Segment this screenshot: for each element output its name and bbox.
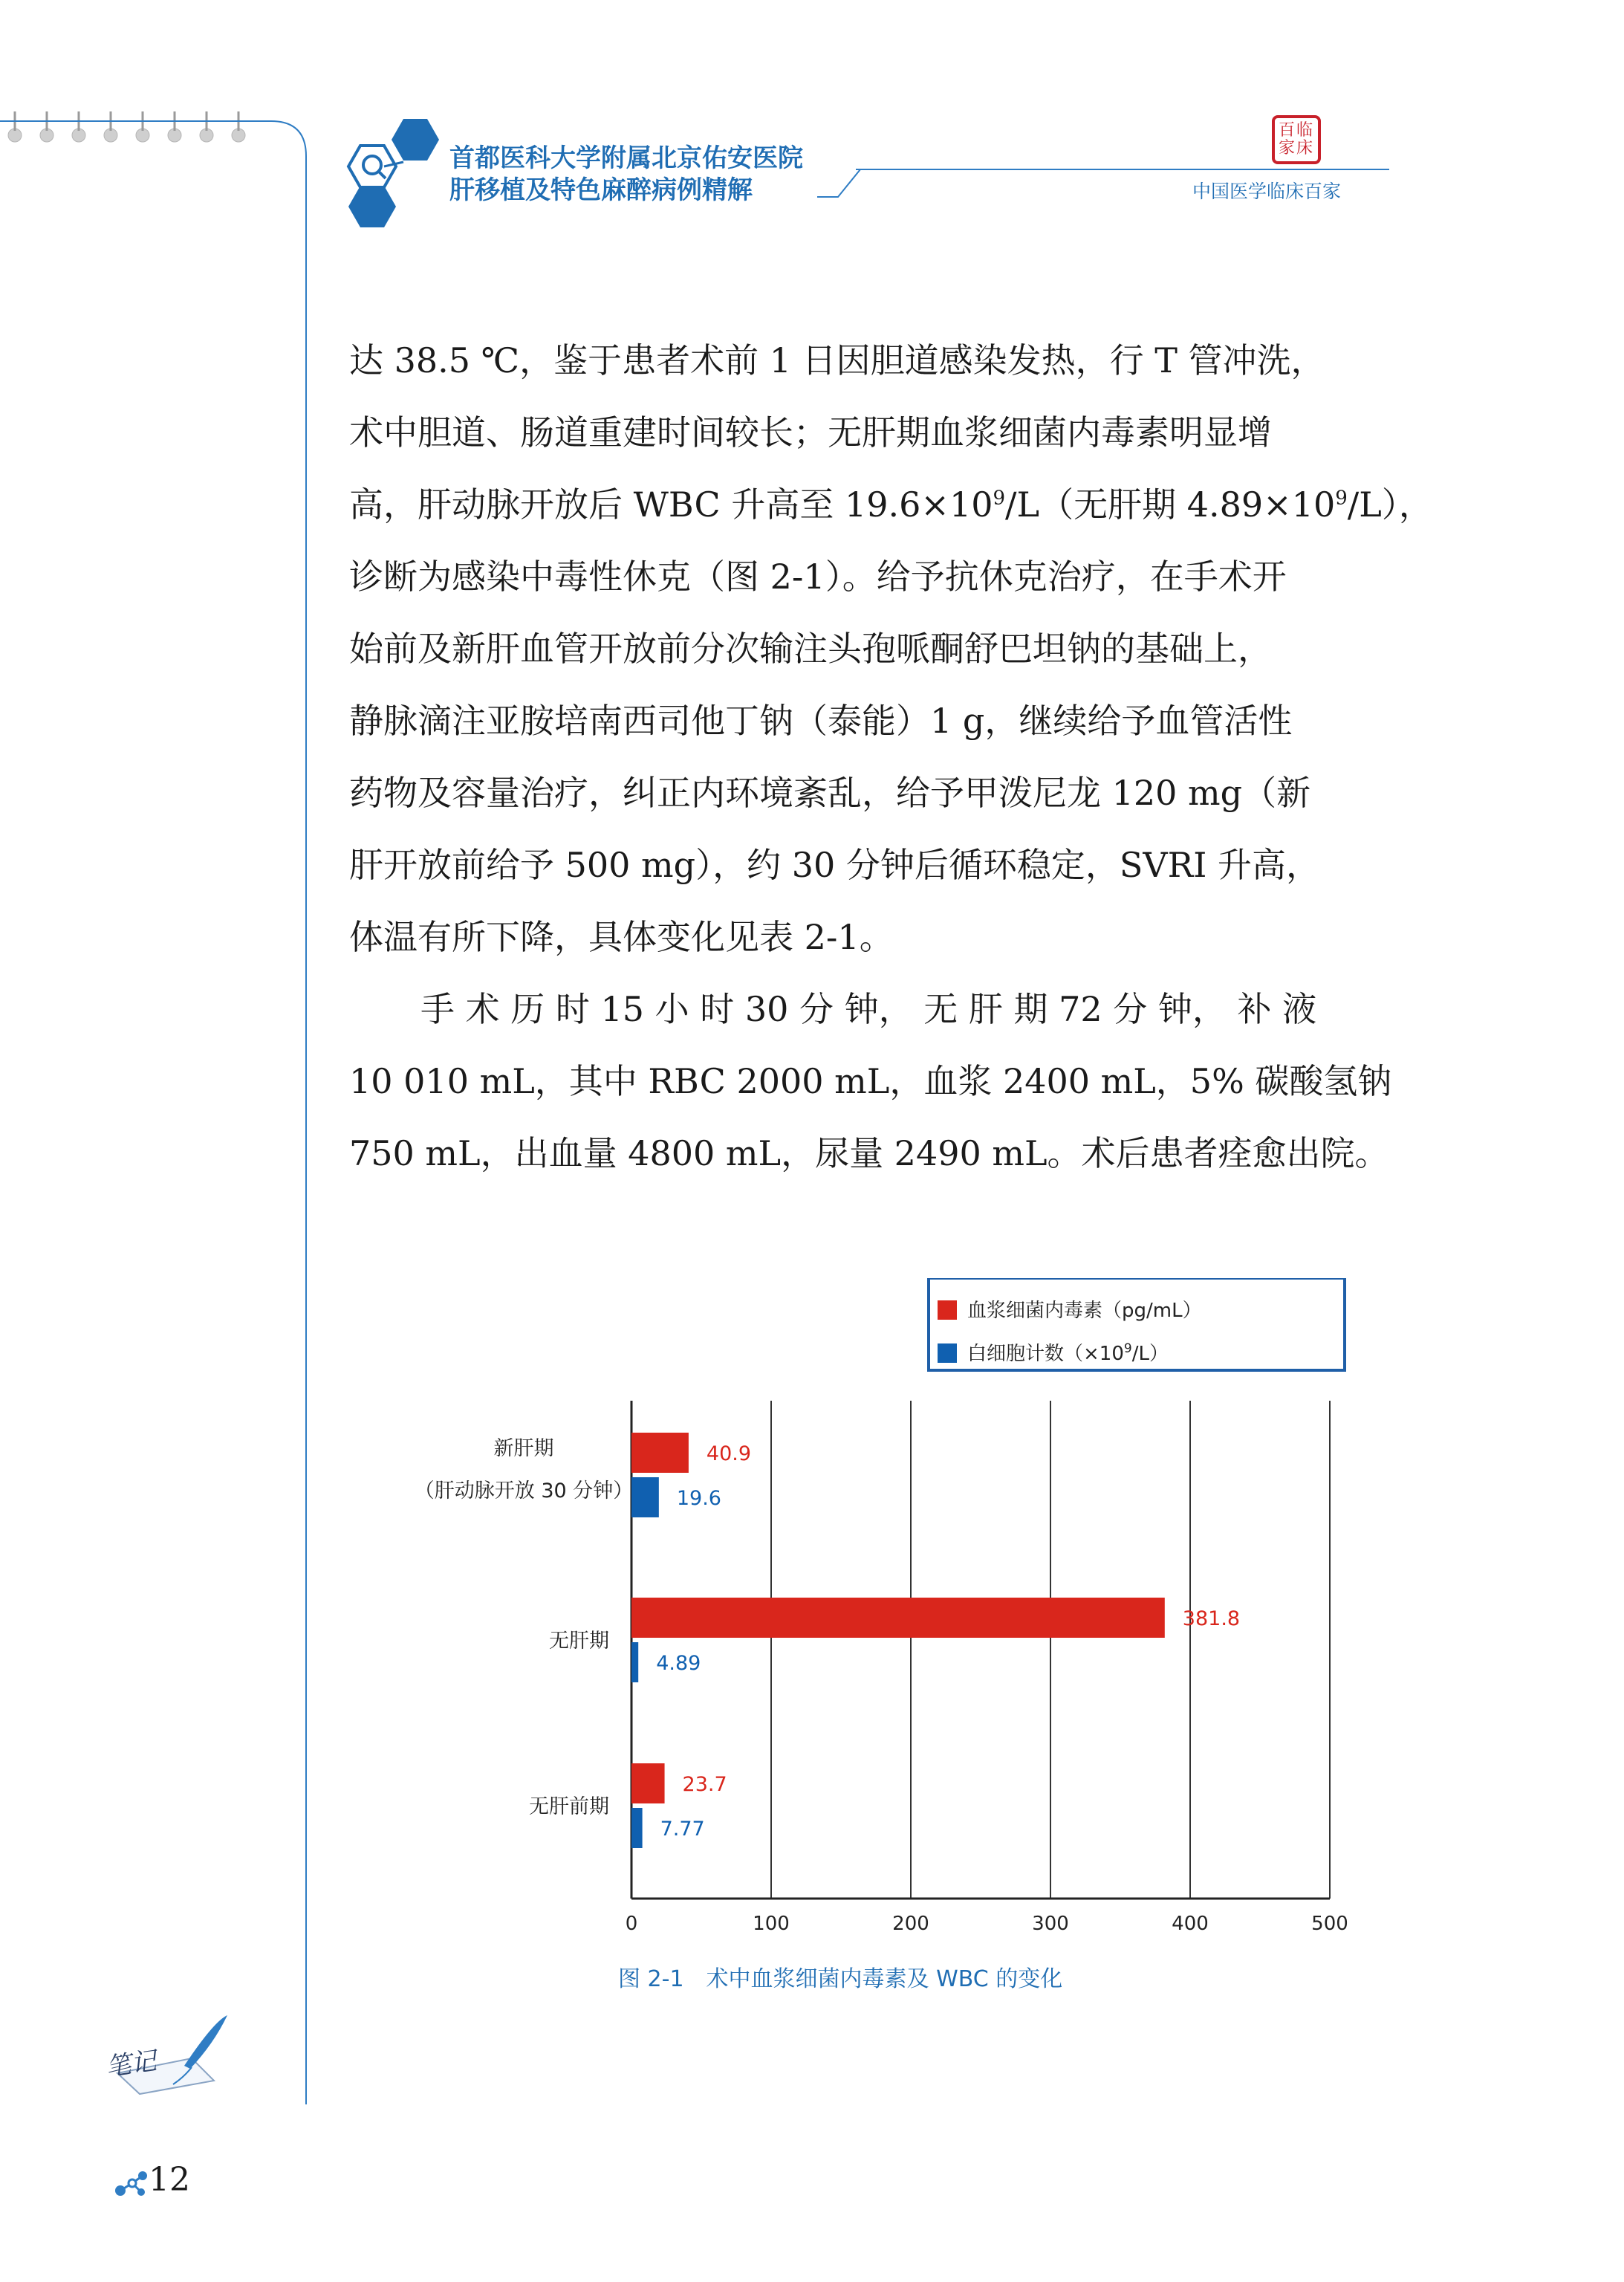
text-line: 静脉滴注亚胺培南西司他丁钠（泰能）1 g，继续给予血管活性 (349, 701, 1293, 741)
x-tick-label: 200 (892, 1913, 929, 1935)
body-paragraph-1 (349, 325, 1433, 973)
category-label: 无肝期 (549, 1630, 609, 1653)
text-line: 达 38.5 ℃，鉴于患者术前 1 日因胆道感染发热，行 T 管冲洗， (349, 340, 1325, 380)
series-name: 中国医学临床百家 (1192, 181, 1342, 202)
figure-2-1 (364, 1278, 1404, 1991)
data-label: 19.6 (676, 1487, 721, 1510)
bar-wbc (631, 1642, 638, 1682)
data-label: 40.9 (706, 1442, 752, 1465)
text-line: 手 术 历 时 15 小 时 30 分 钟， 无 肝 期 72 分 钟， 补 液 (420, 989, 1317, 1029)
bar-wbc (631, 1808, 643, 1848)
notes-icon (103, 2014, 229, 2095)
text-line: 始前及新肝血管开放前分次输注头孢哌酮舒巴坦钠的基础上， (349, 629, 1272, 669)
category-label: 新肝期 (493, 1437, 554, 1460)
figure-caption: 图 2-1 术中血浆细菌内毒素及 WBC 的变化 (618, 1966, 1063, 1992)
text-line: 高，肝动脉开放后 WBC 升高至 $19.6\times 10^9/L$（无肝期 $4.89\times 10^9/L$）， (349, 484, 1433, 525)
data-label: 7.77 (660, 1818, 705, 1841)
notes-label: 笔记 (104, 2046, 158, 2083)
book-title-line1: 首都医科大学附属北京佑安医院 (449, 143, 803, 173)
bar-endotoxin (631, 1433, 689, 1473)
text-line: 术中胆道、肠道重建时间较长；无肝期血浆细菌内毒素明显增 (349, 412, 1272, 453)
data-label: 4.89 (656, 1652, 701, 1675)
text-line: 750 mL，出血量 4800 mL，尿量 2490 mL。术后患者痊愈出院。 (349, 1133, 1389, 1173)
x-tick-label: 100 (753, 1913, 790, 1935)
legend-swatch (938, 1343, 957, 1363)
legend-label: 血浆细菌内毒素（pg/mL） (967, 1300, 1202, 1322)
data-label: 381.8 (1182, 1607, 1241, 1630)
book-title-line2: 肝移植及特色麻醉病例精解 (449, 175, 753, 205)
bar-endotoxin (631, 1763, 665, 1803)
bar-wbc (631, 1477, 659, 1517)
hexagon-logo-icon (338, 117, 457, 229)
bar-endotoxin (631, 1598, 1165, 1638)
legend-label: 白细胞计数$(\times 10^9/L)$ (967, 1341, 1169, 1365)
legend-swatch (938, 1300, 957, 1320)
page-number: 12 (149, 2161, 190, 2199)
category-sublabel: （肝动脉开放 30 分钟） (414, 1479, 634, 1503)
x-tick-label: 300 (1032, 1913, 1069, 1935)
x-tick-label: 0 (625, 1913, 638, 1935)
text-line: 肝开放前给予 500 mg），约 30 分钟后循环稳定，SVRI 升高， (349, 845, 1321, 885)
text-line: 体温有所下降，具体变化见表 2-1。 (349, 917, 894, 957)
category-label: 无肝前期 (529, 1795, 609, 1818)
seal-logo-icon: 百临家床 (1272, 115, 1321, 164)
text-line: 10 010 mL，其中 RBC 2000 mL，血浆 2400 mL，5% 碳酸氢钠 (349, 1061, 1392, 1101)
molecule-icon (113, 2170, 149, 2200)
text-line: 药物及容量治疗，纠正内环境紊乱，给予甲泼尼龙 120 mg（新 (349, 773, 1311, 813)
x-tick-label: 400 (1172, 1913, 1209, 1935)
bar-chart (364, 1278, 1404, 1991)
x-tick-label: 500 (1311, 1913, 1348, 1935)
text-line: 诊断为感染中毒性休克（图 2-1）。给予抗休克治疗，在手术开 (349, 557, 1287, 597)
body-paragraph-2 (349, 973, 1392, 1190)
data-label: 23.7 (682, 1773, 727, 1796)
